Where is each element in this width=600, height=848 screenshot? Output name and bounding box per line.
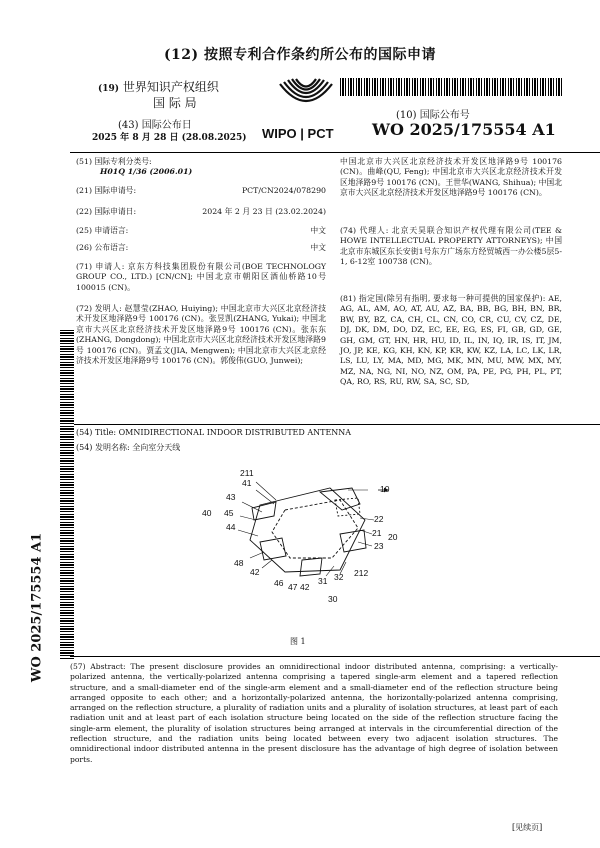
figure-label: 30 <box>328 594 338 604</box>
figure-label: 48 <box>234 558 244 568</box>
figure-label: 46 <box>274 578 284 588</box>
field-26-value: 中文 <box>310 243 326 252</box>
field-51 <box>76 157 326 178</box>
figure-label: 23 <box>374 541 384 551</box>
title-cn: (54) 发明名称: 全向室分天线 <box>76 443 181 452</box>
title-en: (54) Title: OMNIDIRECTIONAL INDOOR DISTRIBUTED ANTENNA <box>76 428 352 437</box>
antenna-figure <box>190 460 430 636</box>
wipo-logo-text: WIPO | PCT <box>262 126 334 141</box>
org-line <box>98 80 219 96</box>
figure-label: 21 <box>372 528 382 538</box>
pub-no-label: (10) 国际公布号 <box>396 110 470 121</box>
field-22-value: 2024 年 2 月 23 日 (23.02.2024) <box>202 207 326 216</box>
figure-label: 43 <box>226 492 236 502</box>
figure-label: 41 <box>242 478 252 488</box>
document-title: (12) 按照专利合作条约所公布的国际申请 <box>163 47 437 63</box>
field-74: (74) 代理人: 北京天昊联合知识产权代理有限公司(TEE & HOWE INTELLECTUAL PROPERTY ATTORNEYS); 中国北京市东城区东长安街1号东方广场东方经贸城西一办公楼5层5-1, 6-12室 100738 (CN)。 <box>340 226 562 267</box>
field-81: (81) 指定国(除另有指明, 要求每一种可提供的国家保护): AE, AG, AL, AM, AO, AT, AU, AZ, BA, BB, BG, BH, BN, BR, BW, BY, BZ, CA, CH, CL, CN, CO, CR, CU, CV, CZ, DE, DJ, DK, DM, DO, DZ, EC, EE, EG, ES, FI, GB, GD, GE, GH, GM, GT, HN, HR, HU, ID, IL, IN, IQ, IR, IS, IT, JM, JO, JP, KE, KG, KH, KN, KP, KR, KW, KZ, LA, LC, LK, LR, LS, LU, LY, MA, MD, MG, MK, MN, MU, MW, MX, MY, MZ, NA, NG, NI, NO, NZ, OM, PA, PE, PG, PH, PL, PT, QA, RO, RS, RU, RW, SA, SC, SD, <box>340 294 562 387</box>
wipo-logo-icon <box>274 78 338 122</box>
org-name: 世界知识产权组织 <box>122 80 219 94</box>
field-26-label: (26) 公布语言: <box>76 243 129 252</box>
figure-label: 42 <box>250 567 260 577</box>
abstract-rule <box>70 656 600 657</box>
figure-label: 44 <box>226 522 236 532</box>
continued-note: [见续页] <box>512 823 543 832</box>
field-22 <box>76 207 326 217</box>
pub-date-label: (43) 国际公布日 <box>118 120 192 131</box>
figure-label: 40 <box>202 508 212 518</box>
abstract-text: (57) Abstract: The present disclosure provides an omnidirectional indoor distributed antenna, comprising: a vertically-polarized antenna, the vertically-polarized antenna comprising a tapered single-arm element and a tapered reflection structure, and a small-diameter end of the single-arm element and a small-diameter end of the reflection structure being arranged opposite to each other; and a horizontally-polarized antenna, the horizontally-polarized antenna comprising, arranged on the reflection structure, a plurality of radiation units and a plurality of isolation structures, at least part of each radiation unit and at least part of each isolation structure being located on the side of the reflection structure facing the single-arm element, the plurality of isolation structures being arranged at intervals in the circumferential direction of the reflection structure, and the radiation units being located between every two adjacent isolation structures. The omnidirectional indoor distributed antenna in the present disclosure has the advantage of high degree of isolation between ports. <box>70 662 558 764</box>
pub-date: 2025 年 8 月 28 日 (28.08.2025) <box>92 133 247 143</box>
side-publication-id: WO 2025/175554 A1 <box>29 532 45 683</box>
org-code: (19) <box>98 84 120 94</box>
pub-no: WO 2025/175554 A1 <box>372 120 556 139</box>
figure-caption: 图 1 <box>290 637 306 646</box>
field-71: (71) 申请人: 京东方科技集团股份有限公司(BOE TECHNOLOGY GROUP CO., LTD.) [CN/CN]; 中国北京市朝阳区酒仙桥路10号 100015 (CN)。 <box>76 262 326 292</box>
figure-label: 22 <box>374 514 384 524</box>
field-51-value: H01Q 1/36 (2006.01) <box>100 167 193 177</box>
field-25-value: 中文 <box>310 226 326 235</box>
field-22-label: (22) 国际申请日: <box>76 207 137 216</box>
figure-label: 42 <box>300 582 310 592</box>
figure-label: 10 <box>380 484 390 494</box>
figure-label: 212 <box>354 568 369 578</box>
field-51-label: (51) 国际专利分类号: <box>76 157 152 166</box>
figure-label: 45 <box>224 508 234 518</box>
field-26 <box>76 243 326 253</box>
title-rule <box>70 424 600 425</box>
org-bureau: 国 际 局 <box>153 96 197 110</box>
figure-label: 20 <box>388 532 398 542</box>
barcode-top <box>340 78 562 96</box>
field-21 <box>76 186 326 196</box>
field-72: (72) 发明人: 赵慧莹(ZHAO, Huiying); 中国北京市大兴区北京经济技术开发区地泽路9号 100176 (CN)。张昱凯(ZHANG, Yukai); 中国北京市大兴区北京经济技术开发区地泽路9号 100176 (CN)。张东东(ZHANG, Dongdong); 中国北京市大兴区北京经济技术开发区地泽路9号 100176 (CN)。贾孟文(JIA, Mengwen); 中国北京市大兴区北京经济技术开发区地泽路9号 100176 (CN)。郭俊伟(GUO, Junwei); <box>76 304 326 366</box>
header-rule <box>70 152 600 153</box>
field-25-label: (25) 申请语言: <box>76 226 129 235</box>
figure-label: 32 <box>334 572 344 582</box>
barcode-side <box>60 330 74 660</box>
field-72-continued: 中国北京市大兴区北京经济技术开发区地泽路9号 100176 (CN)。曲峰(QU, Feng); 中国北京市大兴区北京经济技术开发区地泽路9号 100176 (CN)。王世华(WANG, Shihua); 中国北京市大兴区北京经济技术开发区地泽路9号 100176 (CN)。 <box>340 157 562 198</box>
figure-label: 211 <box>240 468 254 478</box>
figure-label: 31 <box>318 576 328 586</box>
field-25 <box>76 226 326 236</box>
field-21-value: PCT/CN2024/078290 <box>241 186 326 195</box>
field-21-label: (21) 国际申请号: <box>76 186 137 195</box>
figure-label: 47 <box>288 582 298 592</box>
